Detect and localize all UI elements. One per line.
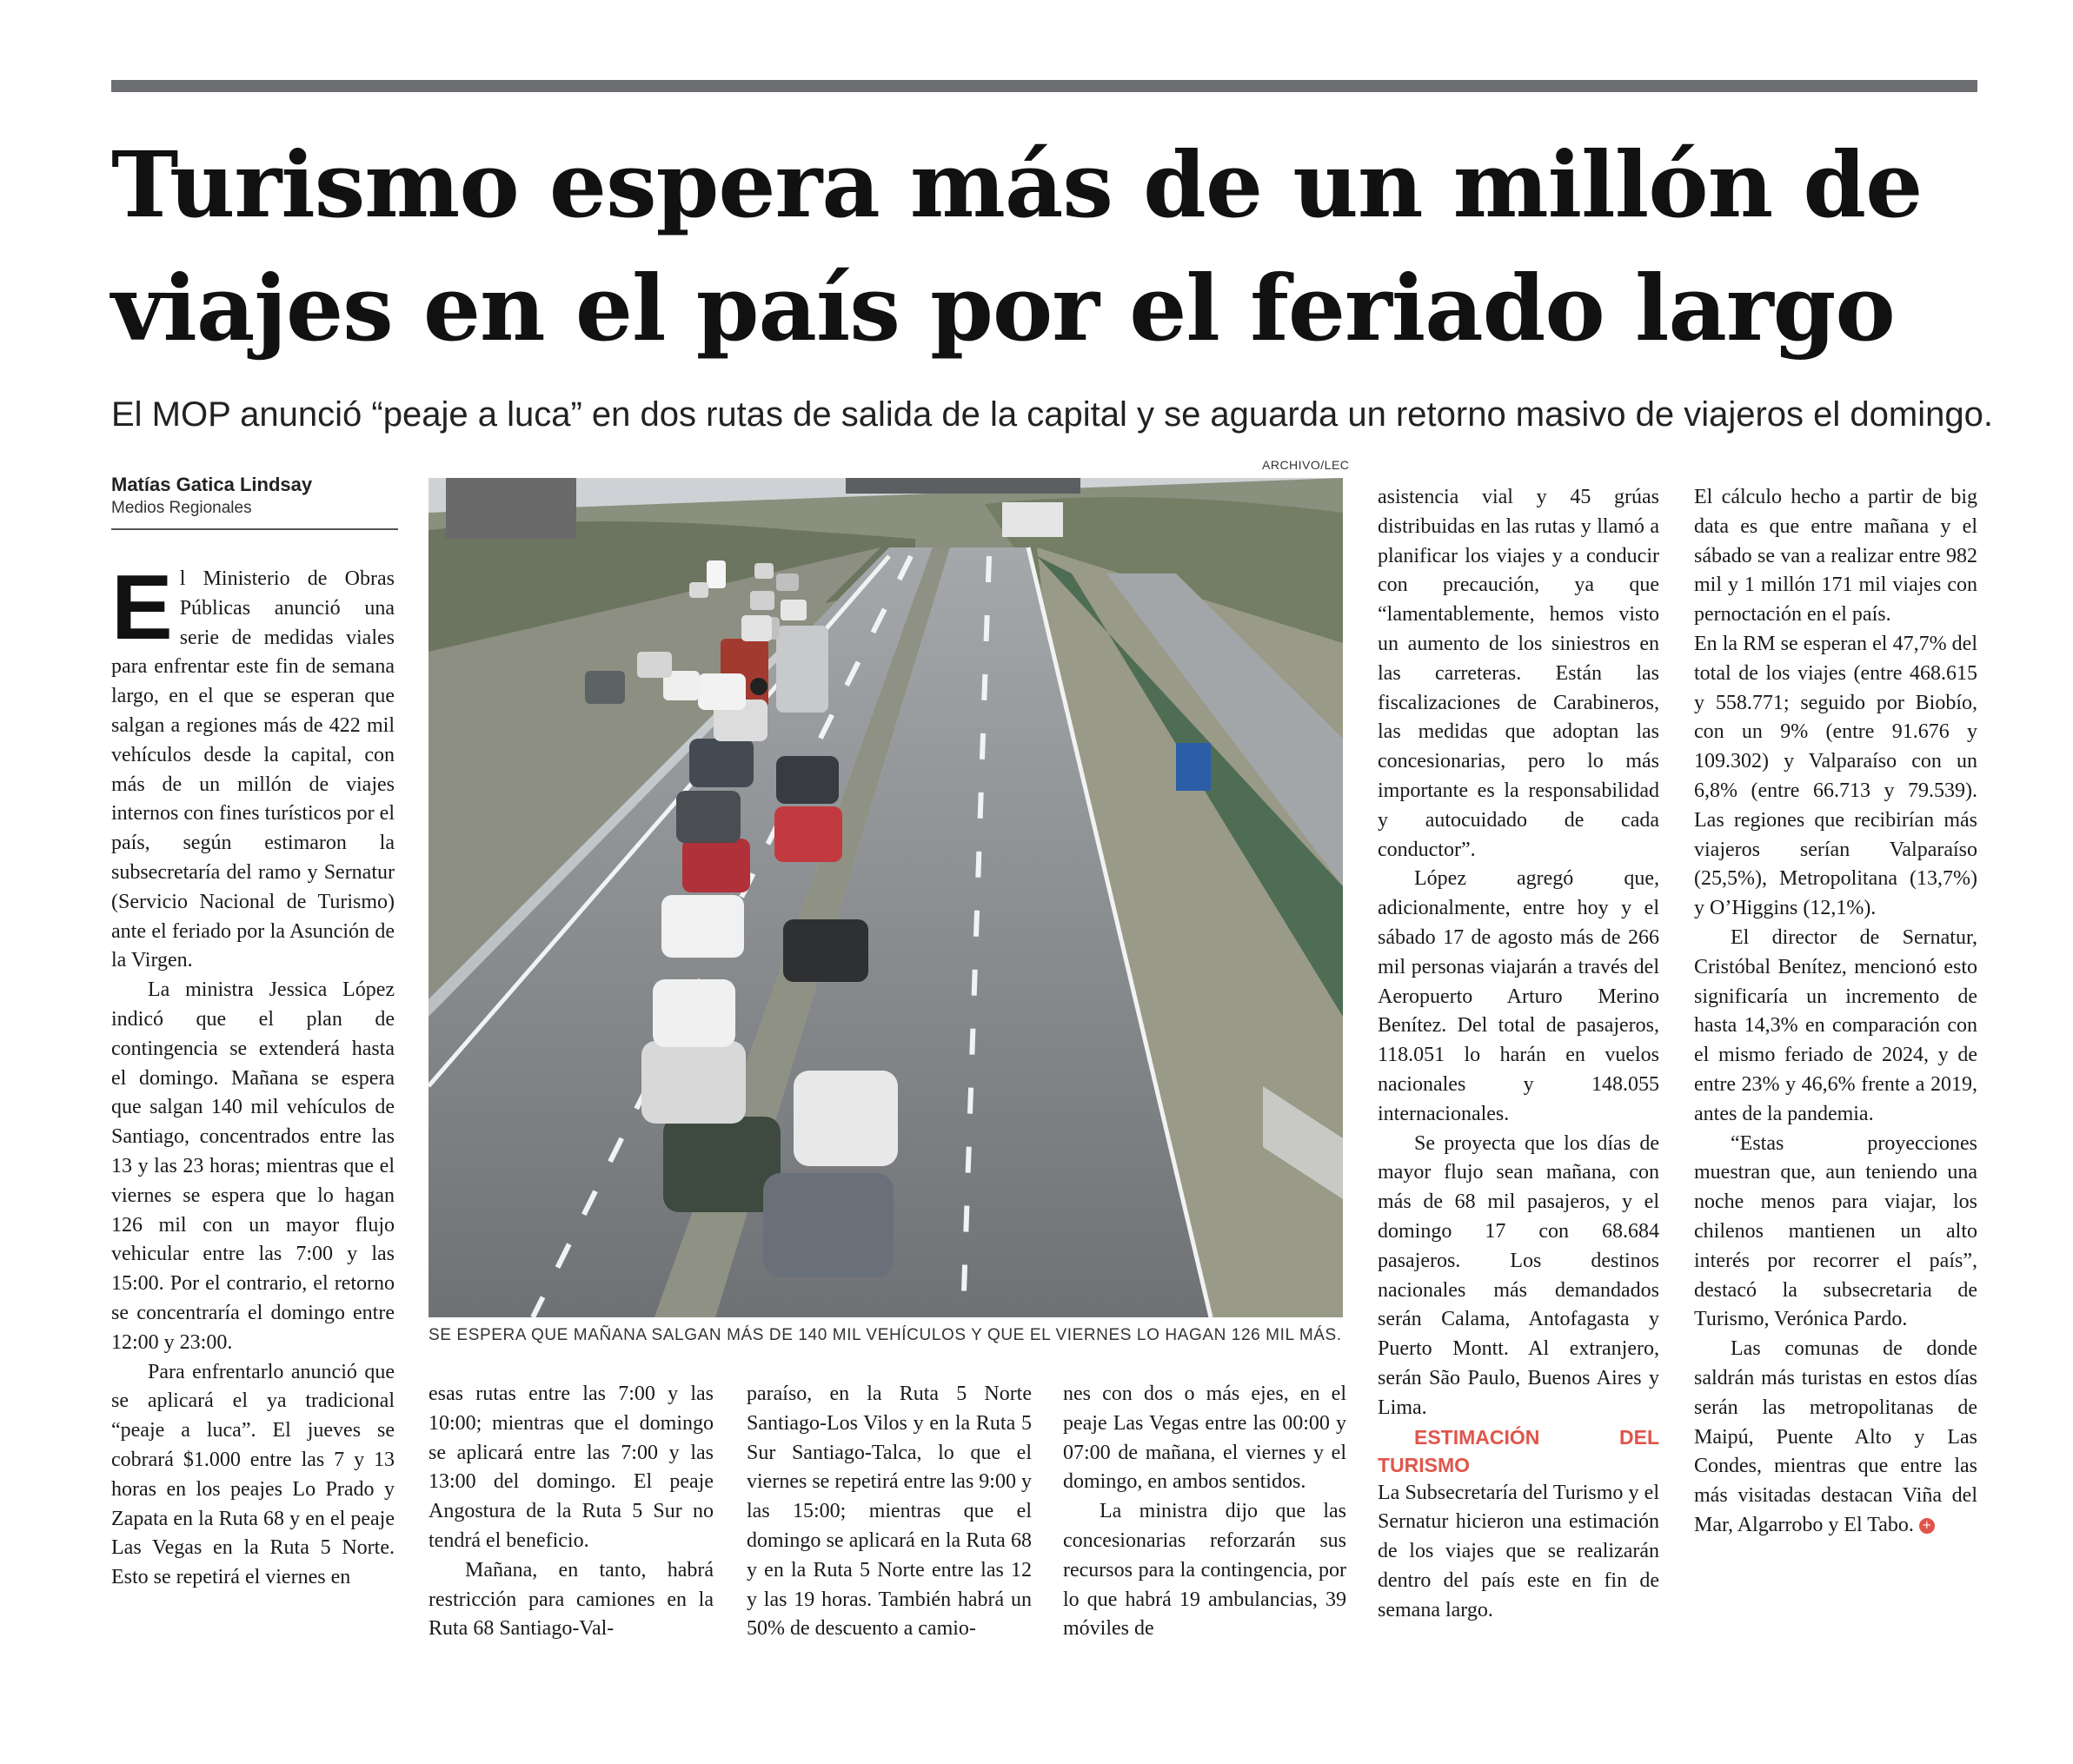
highway-photo — [429, 478, 1343, 1317]
paragraph: Se proyecta que los días de mayor flujo sean mañana, con más de 68 mil pasajeros, y el domingo 17 con 68.684 pasajeros. Los destinos nacionales más demandados serán Calama, Antofagasta y Puerto Montt. Al extranjero, serán São Paulo, Buenos Aires y Lima. — [1378, 1131, 1659, 1419]
outlet-name: Medios Regionales — [111, 499, 252, 517]
paragraph: Para enfrentarlo anunció que se aplicará el ya tradicional “peaje a luca”. El jueves se cobrará $1.000 entre las 7 y 13 horas en los peajes Lo Prado y Zapata en la Ruta 68 y en el peaje Las Vegas en la Ruta 5 Norte. Esto se repetirá el viernes en — [111, 1360, 395, 1589]
photo-credit: ARCHIVO/LEC — [1262, 458, 1350, 472]
column-5 — [1378, 483, 1659, 1625]
paragraph: La Subsecretaría del Turismo y el Sernatur hicieron una estimación de los viajes que se realizarán dentro del país este en fin de semana largo. — [1378, 1481, 1659, 1621]
paragraph: En la RM se esperan el 47,7% del total de los viajes (entre 468.615 y 558.771; seguido por Biobío, con un 9% (entre 91.676 y 109.302) y Valparaíso con un 6,8% (entre 66.713 y 79.539). Las regiones que recibirían más viajeros serían Valparaíso (25,5%), Metropolitana (13,7%) y O’Higgins (12,1%). — [1694, 632, 1977, 920]
top-rule — [111, 80, 1977, 92]
paragraph: El cálculo hecho a partir de big data es que entre mañana y el sábado se van a realizar entre 982 mil y 1 millón 171 mil viajes con pernoctación en el país. — [1694, 486, 1977, 627]
dropcap: E — [111, 556, 173, 659]
highway-traffic-illustration — [429, 478, 1343, 1317]
paragraph: La ministra Jessica López indicó que el plan de contingencia se extenderá hasta el domingo. Mañana se espera que salgan 140 mil vehículos de Santiago, concentrados entre las 13 y las 23 horas; mientras que el viernes se espera que lo hagan 126 mil con un mayor flujo vehicular entre las 7:00 y las 15:00. Por el contrario, el retorno se concentraría el domingo entre 12:00 y 23:00. — [111, 978, 395, 1354]
paragraph: paraíso, en la Ruta 5 Norte Santiago-Los Vilos y en la Ruta 5 Sur Santiago-Talca, lo que el viernes se repetirá entre las 9:00 y las 15:00; mientras que el domingo se aplicará en la Ruta 68 y en la Ruta 5 Norte entre las 12 y las 19 horas. También habrá un 50% de descuento a camio- — [747, 1383, 1032, 1641]
photo-caption: SE ESPERA QUE MAÑANA SALGAN MÁS DE 140 MIL VEHÍCULOS Y QUE EL VIERNES LO HAGAN 126 MIL MÁS. — [429, 1326, 1342, 1344]
paragraph: El director de Sernatur, Cristóbal Benítez, mencionó esto significaría un incremento de hasta 14,3% en comparación con el mismo feriado de 2024, y de entre 23% y 46,6% frente a 2019, antes de la pandemia. — [1694, 925, 1977, 1125]
paragraph: El Ministerio de Obras Públicas anunció una serie de medidas viales para enfrentar este fin de semana largo, en el que se esperan que salgan a regiones más de 422 mil vehículos desde la capital, con más de un millón de viajes internos con fines turísticos por el país, según estimaron la subsecretaría del ramo y Sernatur (Servicio Nacional de Turismo) ante el feriado por la Asunción de la Virgen. — [111, 556, 395, 972]
column-6 — [1694, 483, 1977, 1541]
paragraph: esas rutas entre las 7:00 y las 10:00; mientras que el domingo se aplicará entre las 7:00 y las 13:00 del domingo. El peaje Angostura de la Ruta 5 Sur no tendrá el beneficio. — [429, 1383, 714, 1552]
paragraph: “Estas proyecciones muestran que, aun teniendo una noche menos para viajar, los chilenos mantienen un alto interés por recorrer el país”, destacó la subsecretaria de Turismo, Verónica Pardo. — [1694, 1131, 1977, 1331]
column-1 — [111, 556, 395, 1593]
subheadline: El MOP anunció “peaje a luca” en dos rutas de salida de la capital y se aguarda un retorno masivo de viajeros el domingo. — [111, 395, 1993, 434]
column-2 — [429, 1380, 714, 1644]
paragraph: López agregó que, adicionalmente, entre hoy y el sábado 17 de agosto más de 266 mil personas viajarán a través del Aeropuerto Arturo Merino Benítez. Del total de pasajeros, 118.051 lo harán en vuelos nacionales y 148.055 internacionales. — [1378, 867, 1659, 1125]
paragraph: Las comunas de donde saldrán más turistas en estos días serán las metropolitanas de Maipú, Puente Alto y Las Condes, mientras que entre las más visitadas destacan Viña del Mar, Algarrobo y El Tabo. + — [1694, 1337, 1977, 1536]
paragraph: nes con dos o más ejes, en el peaje Las Vegas entre las 00:00 y 07:00 de mañana, el viernes y el domingo, en ambos sentidos. — [1063, 1383, 1346, 1494]
headline: Turismo espera más de un millón de viajes en el país por el feriado largo — [111, 131, 1923, 361]
column-3 — [747, 1380, 1032, 1644]
end-of-article-icon: + — [1919, 1518, 1935, 1534]
author-name: Matías Gatica Lindsay — [111, 474, 313, 495]
section-title: ESTIMACIÓN DEL TURISMO — [1378, 1425, 1659, 1476]
column-4 — [1063, 1380, 1346, 1644]
byline — [111, 473, 398, 530]
paragraph: La ministra dijo que las concesionarias reforzarán sus recursos para la contingencia, por lo que habrá 19 ambulancias, 39 móviles de — [1063, 1500, 1346, 1641]
paragraph: Mañana, en tanto, habrá restricción para camiones en la Ruta 68 Santiago-Val- — [429, 1558, 714, 1641]
paragraph: asistencia vial y 45 grúas distribuidas en las rutas y llamó a planificar los viajes y a conducir con precaución, ya que “lamentablemente, hemos visto un aumento de los siniestros en las carreteras. Están las fiscalizaciones de Carabineros, las medidas que adoptan las concesionarias, pero lo más importante es la responsabilidad y autocuidado de cada conductor”. — [1378, 486, 1659, 861]
